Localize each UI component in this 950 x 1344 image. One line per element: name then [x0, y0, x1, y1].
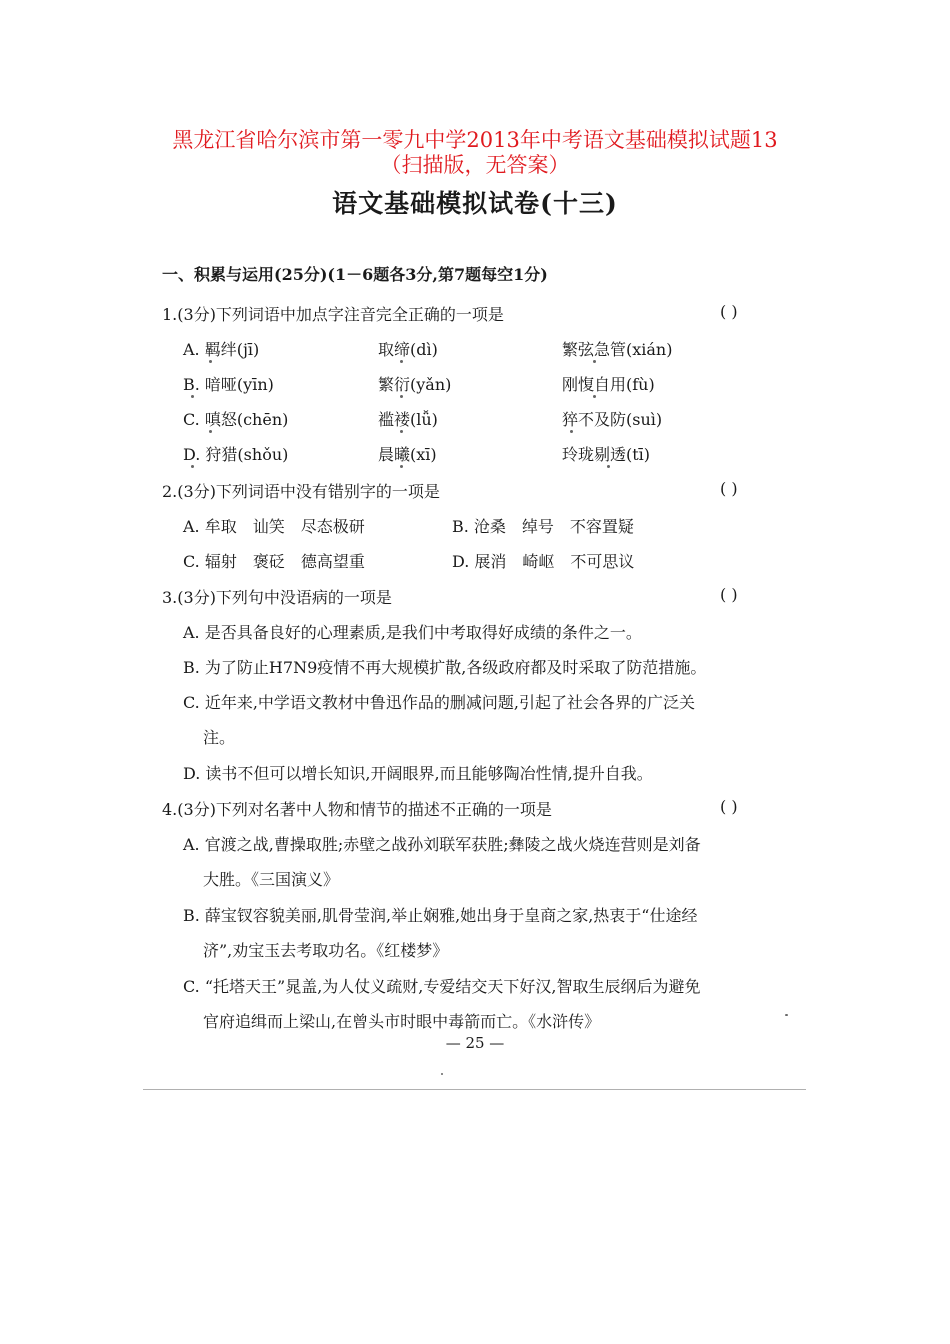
- page-number: — 25 —: [445, 1034, 505, 1052]
- emphasis-dot: [607, 465, 610, 468]
- q2-option-b: B. 沧桑 绰号 不容置疑: [452, 517, 634, 536]
- doc-title-line1: 黑龙江省哈尔滨市第一零九中学2013年中考语文基础模拟试题13: [172, 128, 778, 152]
- emphasis-dot: [570, 430, 573, 433]
- q1-option-d-1: D. 狩猎(shǒu): [183, 445, 289, 464]
- q3-option-c-line1: C. 近年来,中学语文教材中鲁迅作品的删减问题,引起了社会各界的广泛关: [183, 693, 696, 712]
- q4-stem: 4.(3分)下列对名著中人物和情节的描述不正确的一项是: [162, 800, 552, 819]
- q4-option-c-line2: 官府追缉而上梁山,在曾头市时眼中毒箭而亡。《水浒传》: [203, 1012, 601, 1031]
- q1-option-c-1: C. 嗔怒(chēn): [183, 410, 289, 429]
- emphasis-dot: [191, 465, 194, 468]
- q1-option-a-3: 繁弦急管(xián): [562, 340, 673, 359]
- q3-option-c-line2: 注。: [203, 728, 236, 747]
- q1-option-c-3: 猝不及防(suì): [562, 410, 663, 429]
- q1-option-d-2: 晨曦(xī): [378, 445, 437, 464]
- q2-answer-paren: ( ): [720, 479, 738, 498]
- q1-option-b-1: B. 喑哑(yīn): [183, 375, 274, 394]
- q4-option-b-line2: 济”,劝宝玉去考取功名。《红楼梦》: [203, 941, 449, 960]
- q1-option-a-2: 取缔(dì): [378, 340, 438, 359]
- q1-option-a-1: A. 羁绊(jī): [183, 340, 260, 359]
- q4-option-c-line1: C. “托塔天王”晁盖,为人仗义疏财,专爱结交天下好汉,智取生辰纲后为避免: [183, 977, 701, 996]
- emphasis-dot: [209, 360, 212, 363]
- emphasis-dot: [593, 395, 596, 398]
- emphasis-dot: [400, 430, 403, 433]
- q2-option-a: A. 牟取 讪笑 尽态极研: [183, 517, 365, 536]
- emphasis-dot: [400, 395, 403, 398]
- page-bottom-rule: [143, 1089, 806, 1090]
- q2-stem: 2.(3分)下列词语中没有错别字的一项是: [162, 482, 440, 501]
- q3-option-b: B. 为了防止H7N9疫情不再大规模扩散,各级政府都及时采取了防范措施。: [183, 658, 707, 677]
- q3-stem: 3.(3分)下列句中没语病的一项是: [162, 588, 392, 607]
- q3-answer-paren: ( ): [720, 585, 738, 604]
- emphasis-dot: [593, 360, 596, 363]
- q3-option-a: A. 是否具备良好的心理素质,是我们中考取得好成绩的条件之一。: [183, 623, 642, 642]
- doc-title-line2: （扫描版，无答案）: [380, 153, 570, 177]
- q1-option-c-2: 褴褛(lǚ): [378, 410, 438, 429]
- scan-speck: [441, 1073, 443, 1075]
- q4-option-b-line1: B. 薛宝钗容貌美丽,肌骨莹润,举止娴雅,她出身于皇商之家,热衷于“仕途经: [183, 906, 698, 925]
- q3-option-d: D. 读书不但可以增长知识,开阔眼界,而且能够陶冶性情,提升自我。: [183, 764, 653, 783]
- q2-option-d: D. 展消 崎岖 不可思议: [452, 552, 635, 571]
- q1-stem: 1.(3分)下列词语中加点字注音完全正确的一项是: [162, 305, 504, 324]
- emphasis-dot: [400, 465, 403, 468]
- section-heading: 一、积累与运用(25分)(1－6题各3分,第7题每空1分): [162, 265, 548, 284]
- scan-speck: [785, 1014, 788, 1016]
- q1-option-b-2: 繁衍(yǎn): [378, 375, 452, 394]
- q1-option-b-3: 刚愎自用(fù): [562, 375, 655, 394]
- q1-option-d-3: 玲珑剔透(tī): [562, 445, 651, 464]
- emphasis-dot: [400, 360, 403, 363]
- emphasis-dot: [191, 395, 194, 398]
- q2-option-c: C. 辐射 褒砭 德高望重: [183, 552, 365, 571]
- q4-option-a-line2: 大胜。《三国演义》: [203, 870, 340, 889]
- exam-title: 语文基础模拟试卷(十三): [332, 189, 618, 218]
- q1-answer-paren: ( ): [720, 302, 738, 321]
- q4-option-a-line1: A. 官渡之战,曹操取胜;赤壁之战孙刘联军获胜;彝陵之战火烧连营则是刘备: [183, 835, 701, 854]
- emphasis-dot: [209, 430, 212, 433]
- q4-answer-paren: ( ): [720, 797, 738, 816]
